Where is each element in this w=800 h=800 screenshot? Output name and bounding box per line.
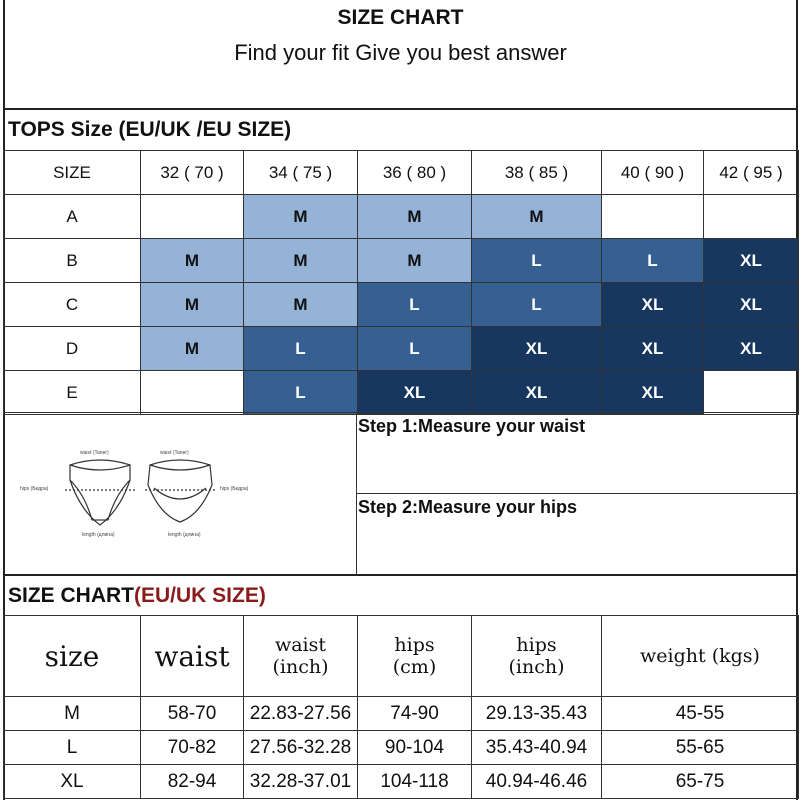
tops-row-label: B	[4, 239, 141, 283]
size-chart-cell: XL	[4, 765, 141, 799]
tops-size-cell: M	[141, 283, 244, 327]
page-subtitle: Find your fit Give you best answer	[234, 40, 567, 65]
size-chart-cell: 104-118	[358, 765, 472, 799]
size-chart-cell: L	[4, 731, 141, 765]
size-chart-cell: 40.94-46.46	[472, 765, 602, 799]
tops-size-cell: XL	[704, 283, 799, 327]
tops-row	[4, 371, 799, 415]
size-chart-cell: 82-94	[141, 765, 244, 799]
diagram-label: length (длина)	[82, 532, 115, 538]
tops-size-cell: XL	[704, 327, 799, 371]
step-1-label: Step 1:Measure your waist	[358, 416, 586, 436]
page-title: SIZE CHART	[337, 6, 464, 29]
size-chart-cell: 58-70	[141, 697, 244, 731]
step-2-label: Step 2:Measure your hips	[358, 497, 578, 517]
size-chart-cell: 32.28-37.01	[244, 765, 358, 799]
size-chart-cell: 27.56-32.28	[244, 731, 358, 765]
size-chart-cell: M	[4, 697, 141, 731]
tops-size-cell: L	[602, 239, 704, 283]
size-chart-cell: 22.83-27.56	[244, 697, 358, 731]
tops-size-cell: XL	[704, 239, 799, 283]
size-chart-table	[3, 615, 799, 799]
size-chart-title	[8, 584, 266, 608]
tops-size-cell: L	[472, 239, 602, 283]
size-chart-header-row	[4, 616, 799, 697]
tops-title: TOPS Size (EU/UK /EU SIZE)	[8, 118, 292, 141]
tops-size-cell	[704, 371, 799, 415]
size-chart-cell: 90-104	[358, 731, 472, 765]
diagram-label: waist (Taner)	[80, 450, 109, 456]
panty-measurement-diagram-icon	[20, 440, 270, 550]
diagram-label: hips (Бедра)	[20, 486, 49, 492]
tops-size-cell	[704, 195, 799, 239]
tops-size-cell	[141, 371, 244, 415]
tops-row-label: D	[4, 327, 141, 371]
size-chart-column-header: waist	[141, 616, 244, 697]
tops-size-cell: L	[358, 327, 472, 371]
tops-column-header: 38 ( 85 )	[472, 151, 602, 195]
tops-size-cell: XL	[602, 371, 704, 415]
tops-size-cell: XL	[472, 327, 602, 371]
size-chart-cell: 55-65	[602, 731, 799, 765]
tops-size-cell: M	[244, 239, 358, 283]
size-chart-column-header: waist (inch)	[244, 616, 358, 697]
size-chart-cell: 35.43-40.94	[472, 731, 602, 765]
tops-size-cell: L	[244, 371, 358, 415]
tops-size-cell: XL	[358, 371, 472, 415]
tops-size-cell: M	[244, 195, 358, 239]
tops-size-cell: M	[358, 195, 472, 239]
tops-size-cell	[141, 195, 244, 239]
tops-size-cell: XL	[602, 327, 704, 371]
size-chart-title-red: (EU/UK SIZE)	[134, 584, 266, 607]
tops-column-header: 42 ( 95 )	[704, 151, 799, 195]
tops-size-cell: XL	[472, 371, 602, 415]
tops-column-header: 36 ( 80 )	[358, 151, 472, 195]
size-chart-cell: 70-82	[141, 731, 244, 765]
size-chart-column-header: size	[4, 616, 141, 697]
diagram-label: waist (Taner)	[160, 450, 189, 456]
size-chart-column-header: hips (inch)	[472, 616, 602, 697]
tops-size-cell: L	[472, 283, 602, 327]
size-chart-title-black: SIZE CHART	[8, 584, 134, 607]
tops-size-table	[3, 150, 799, 415]
tops-column-header: 32 ( 70 )	[141, 151, 244, 195]
tops-row	[4, 239, 799, 283]
tops-column-header: 34 ( 75 )	[244, 151, 358, 195]
size-chart-cell: 65-75	[602, 765, 799, 799]
size-chart-cell: 29.13-35.43	[472, 697, 602, 731]
tops-corner-cell: SIZE	[4, 151, 141, 195]
tops-size-cell: M	[472, 195, 602, 239]
header	[3, 0, 798, 110]
size-chart-row	[4, 765, 799, 799]
tops-size-cell: L	[358, 283, 472, 327]
size-chart-row	[4, 697, 799, 731]
tops-size-cell: M	[358, 239, 472, 283]
tops-row	[4, 195, 799, 239]
divider	[356, 493, 798, 494]
tops-row-label: A	[4, 195, 141, 239]
tops-size-cell	[602, 195, 704, 239]
tops-size-cell: M	[244, 283, 358, 327]
size-chart-column-header: weight (kgs)	[602, 616, 799, 697]
tops-size-cell: M	[141, 327, 244, 371]
tops-header-row	[4, 151, 799, 195]
tops-size-cell: M	[141, 239, 244, 283]
diagram-label: length (длина)	[168, 532, 201, 538]
tops-size-cell: XL	[602, 283, 704, 327]
tops-row-label: E	[4, 371, 141, 415]
tops-row	[4, 327, 799, 371]
tops-column-header: 40 ( 90 )	[602, 151, 704, 195]
tops-size-cell: L	[244, 327, 358, 371]
tops-row-label: C	[4, 283, 141, 327]
size-chart-cell: 74-90	[358, 697, 472, 731]
size-chart-row	[4, 731, 799, 765]
size-chart-column-header: hips (cm)	[358, 616, 472, 697]
size-chart-cell: 45-55	[602, 697, 799, 731]
tops-row	[4, 283, 799, 327]
diagram-label: hips (Бедра)	[220, 486, 249, 492]
